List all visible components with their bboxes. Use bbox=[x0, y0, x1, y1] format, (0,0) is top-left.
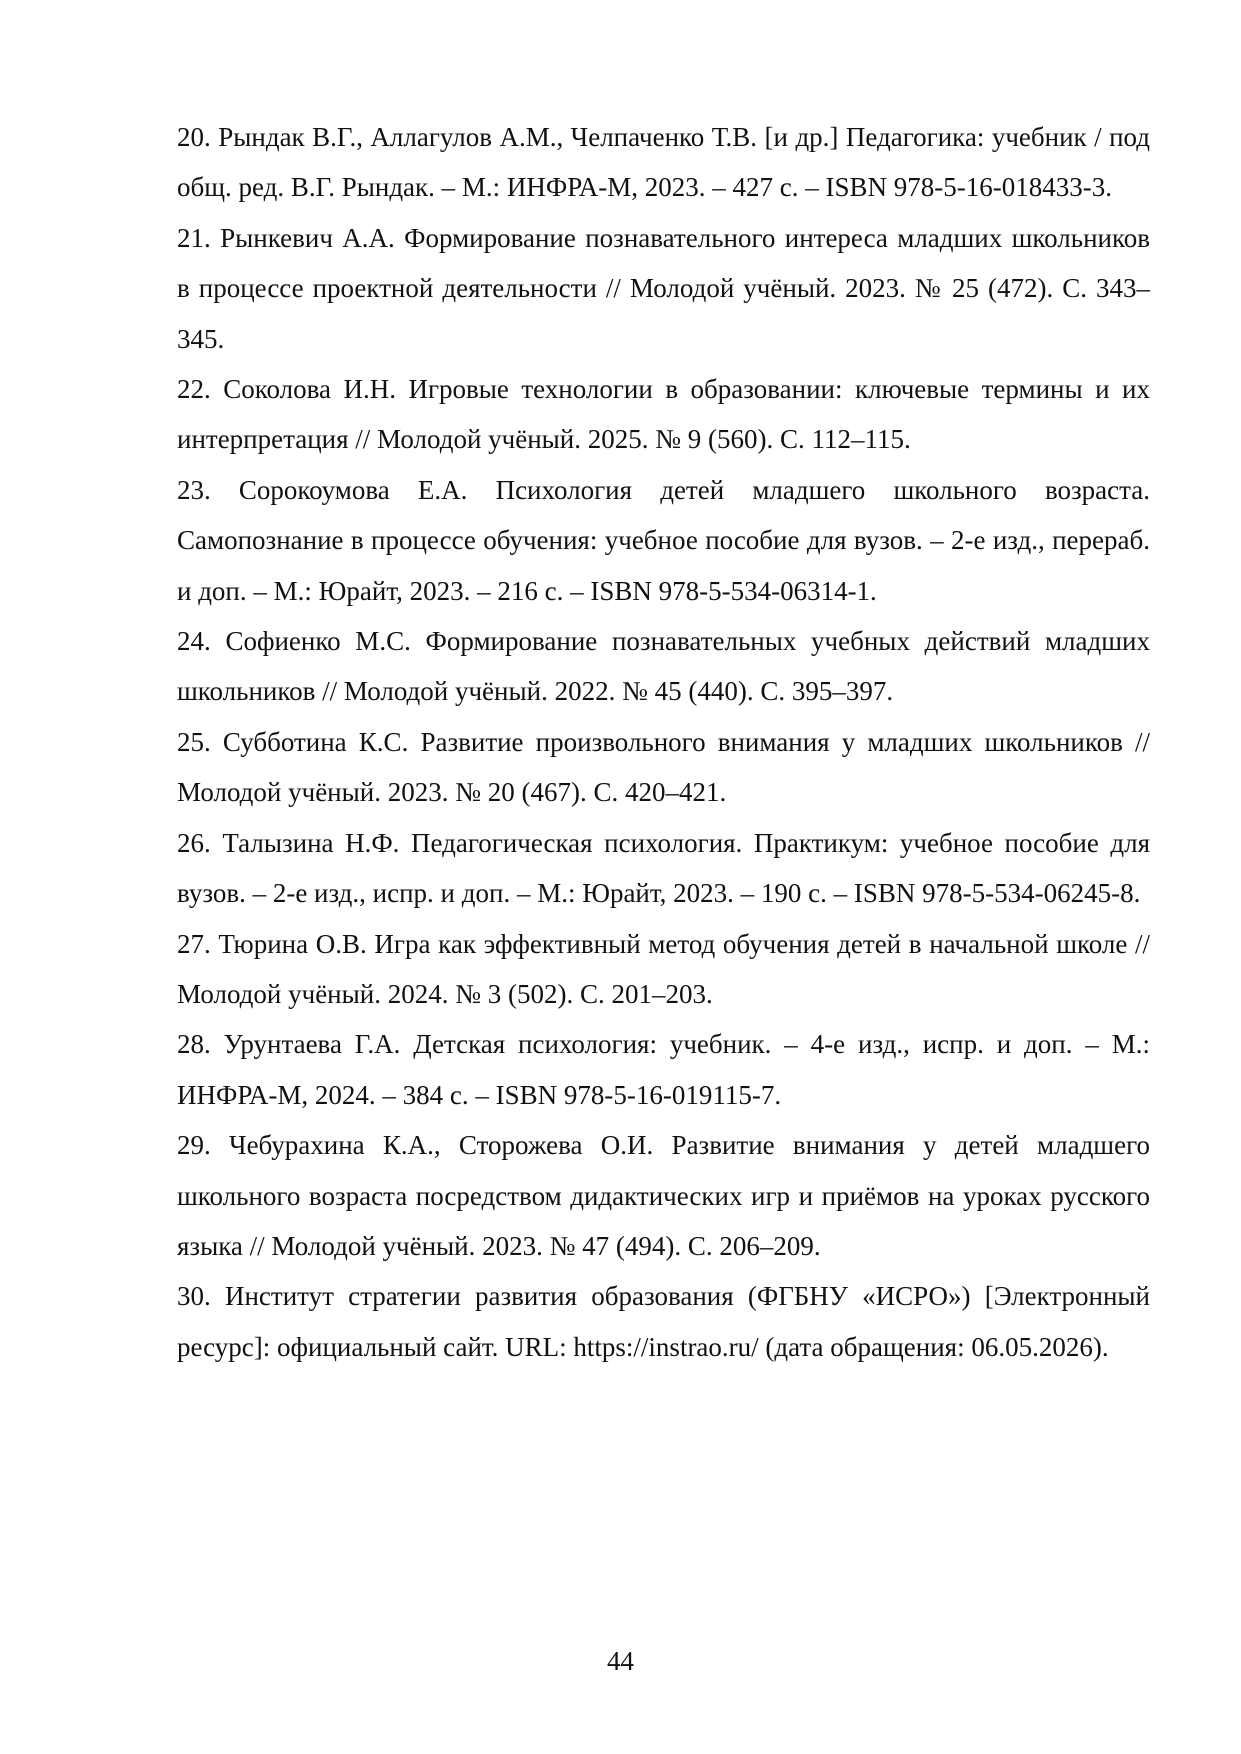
reference-item-20: 20. Рындак В.Г., Аллагулов А.М., Челпаченко Т.В. [и др.] Педагогика: учебник / под общ. ред. В.Г. Рындак. – М.: ИНФРА-М, 2023. – 427 с. – ISBN 978-5-16-018433-3. bbox=[177, 122, 1150, 203]
reference-list bbox=[177, 112, 1150, 1372]
reference-item-27: 27. Тюрина О.В. Игра как эффективный метод обучения детей в начальной школе // Молодой учёный. 2024. № 3 (502). С. 201–203. bbox=[177, 928, 1150, 1009]
reference-item-26: 26. Талызина Н.Ф. Педагогическая психология. Практикум: учебное пособие для вузов. – 2-е изд., испр. и доп. – М.: Юрайт, 2023. – 190 с. – ISBN 978-5-534-06245-8. bbox=[177, 827, 1150, 909]
reference-item-24: 24. Софиенко М.С. Формирование познавательных учебных действий младших школьников // Молодой учёный. 2022. № 45 (440). С. 395–397. bbox=[177, 626, 1150, 707]
reference-item-22: 22. Соколова И.Н. Игровые технологии в образовании: ключевые термины и их интерпретация // Молодой учёный. 2025. № 9 (560). С. 112–115. bbox=[177, 374, 1150, 455]
reference-item-28: 28. Урунтаева Г.А. Детская психология: учебник. – 4-е изд., испр. и доп. – М.: ИНФРА-М, 2024. – 384 с. – ISBN 978-5-16-019115-7. bbox=[177, 1029, 1150, 1110]
reference-item-30: 30. Институт стратегии развития образования (ФГБНУ «ИСРО») [Электронный ресурс]: официальный сайт. URL: https://instrao.ru/ (дата обращения: 06.05.2026). bbox=[177, 1281, 1150, 1362]
reference-item-23: 23. Сорокоумова Е.А. Психология детей младшего школьного возраста. Самопознание в процессе обучения: учебное пособие для вузов. – 2-е изд., перераб. и доп. – М.: Юрайт, 2023. – 216 с. – ISBN 978-5-534-06314-1. bbox=[177, 474, 1150, 606]
reference-item-25: 25. Субботина К.С. Развитие произвольного внимания у младших школьников // Молодой учёный. 2023. № 20 (467). С. 420–421. bbox=[177, 726, 1150, 808]
reference-item-21: 21. Рынкевич А.А. Формирование познавательного интереса младших школьников в процессе проектной деятельности // Молодой учёный. 2023. № 25 (472). С. 343–345. bbox=[177, 222, 1150, 354]
reference-item-29: 29. Чебурахина К.А., Сторожева О.И. Развитие внимания у детей младшего школьного возраста посредством дидактических игр и приёмов на уроках русского языка // Молодой учёный. 2023. № 47 (494). С. 206–209. bbox=[177, 1130, 1150, 1261]
page-number: 44 bbox=[607, 1646, 634, 1676]
